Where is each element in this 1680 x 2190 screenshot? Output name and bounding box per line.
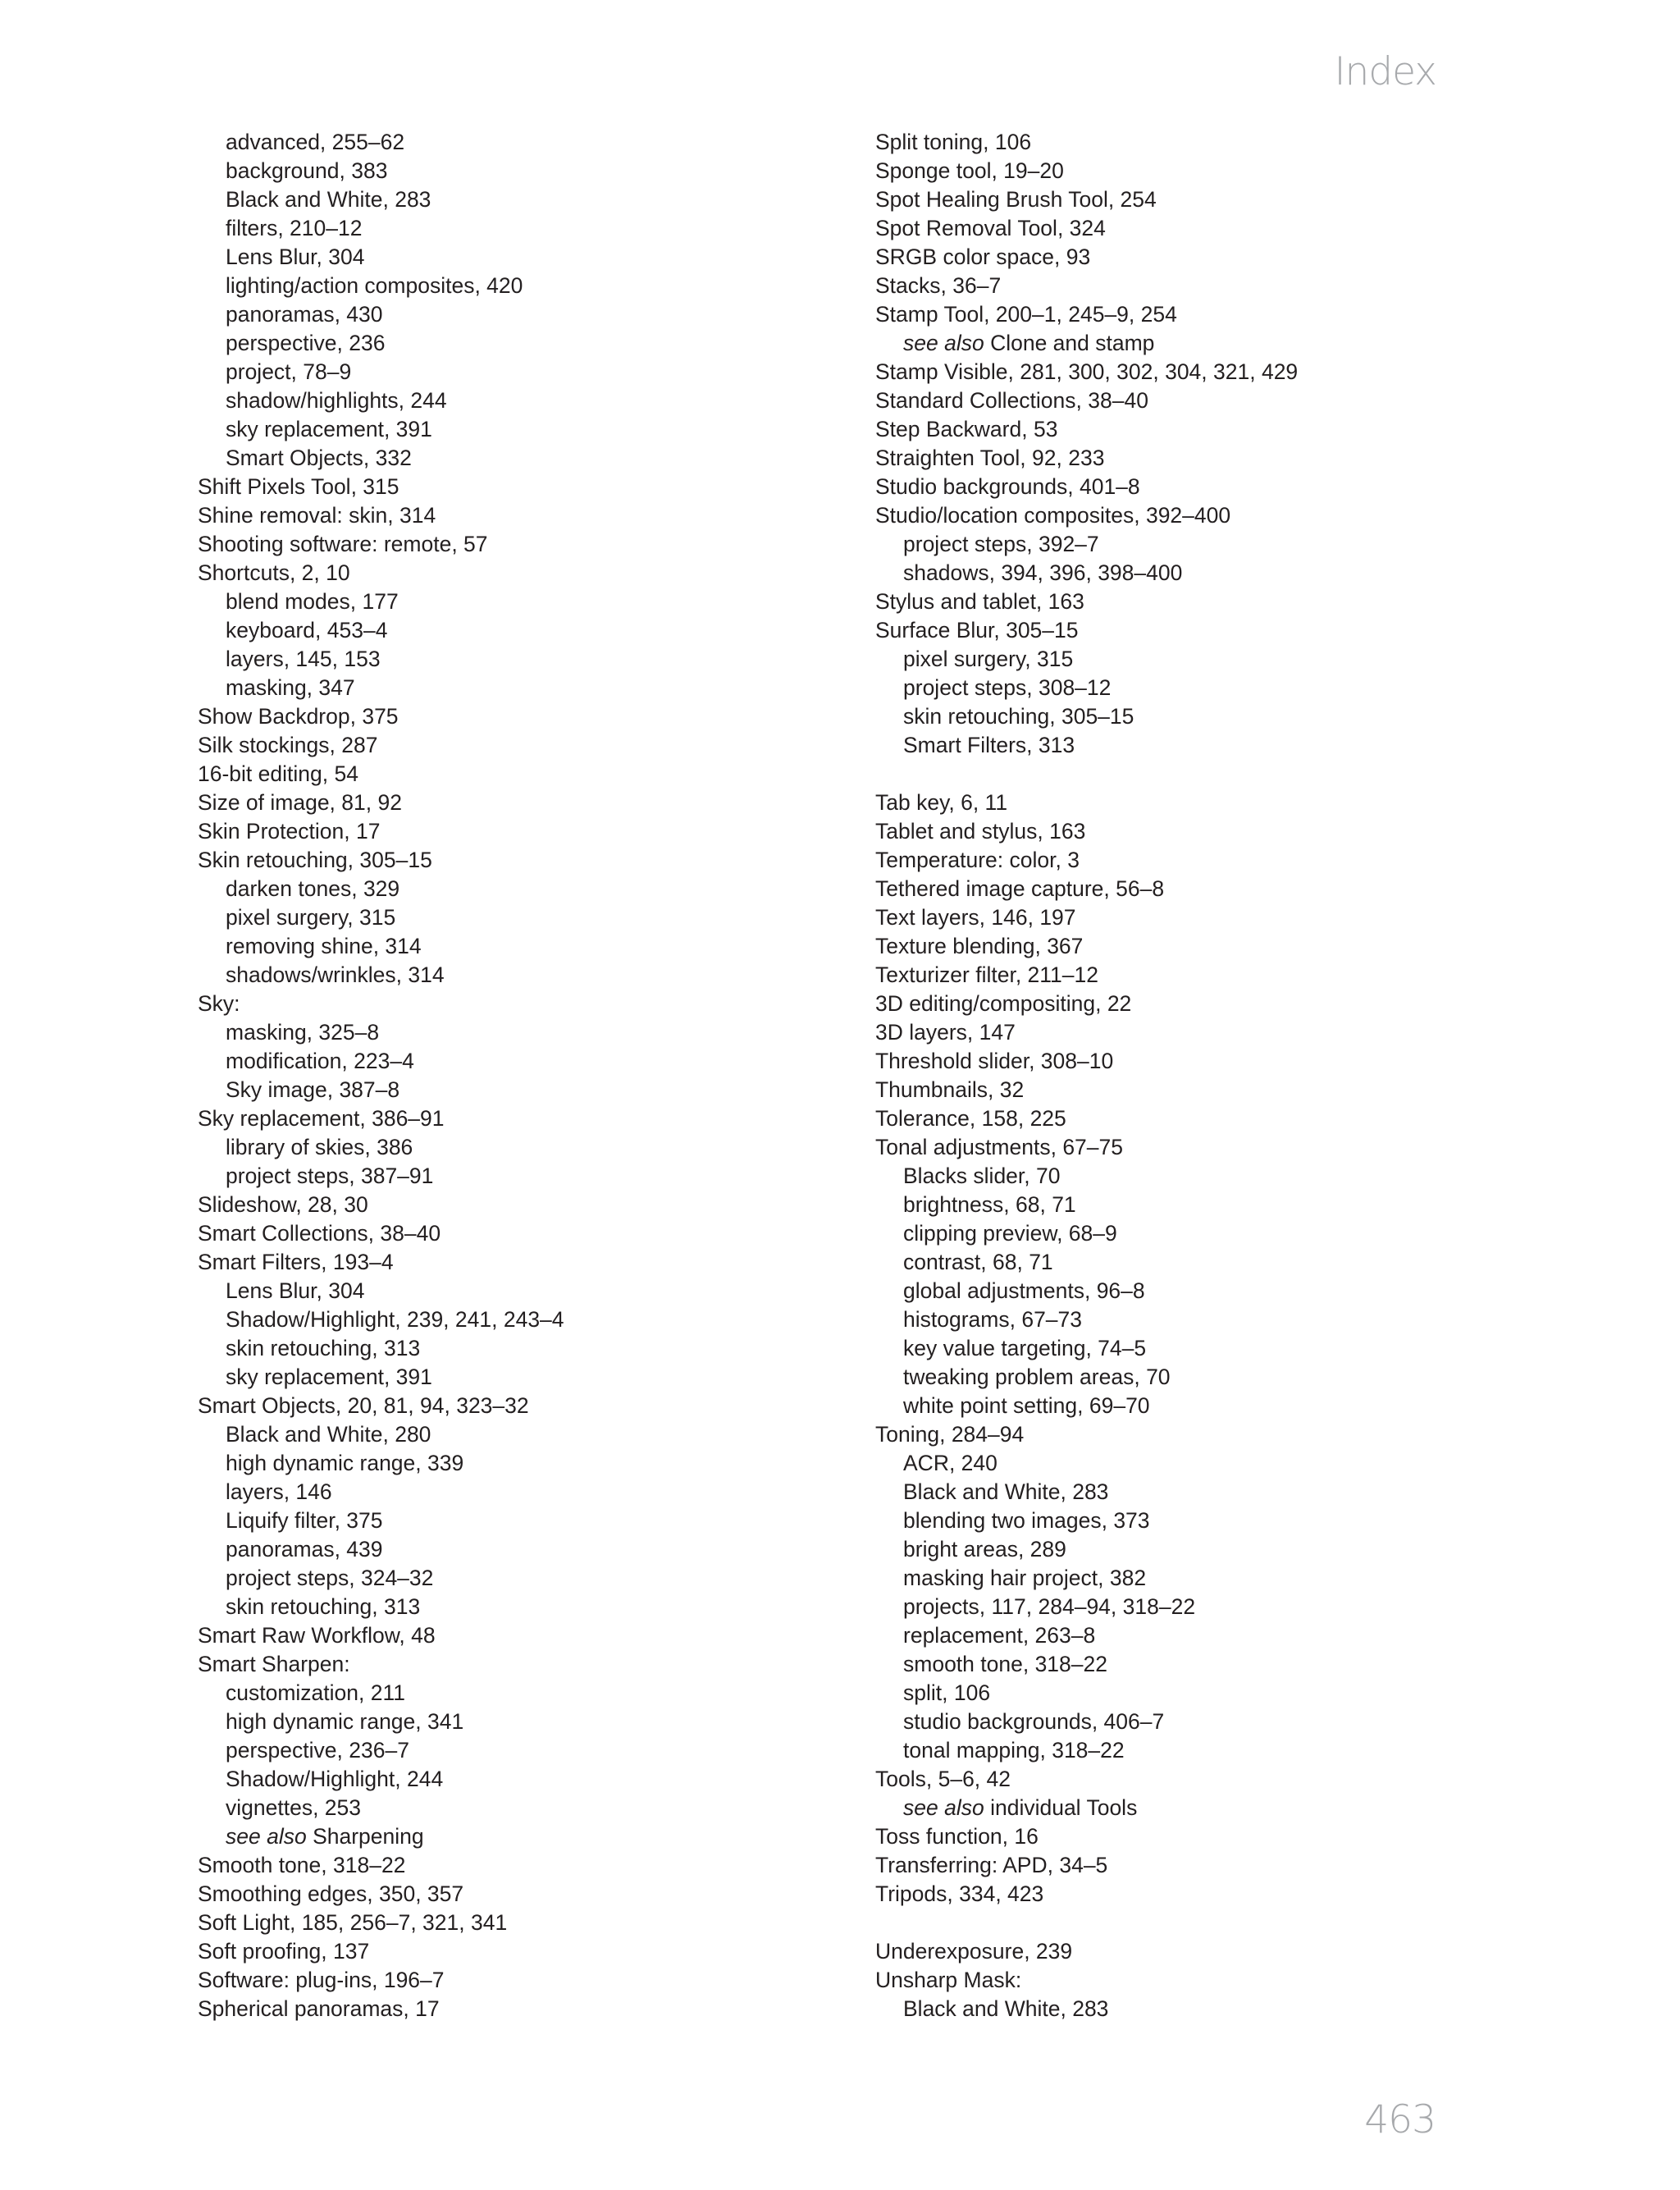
index-subentry	[198, 645, 821, 674]
entry-text: Smart Raw Workflow, 48	[198, 1623, 436, 1648]
entry-text: project steps, 387–91	[226, 1164, 434, 1188]
index-entry	[875, 961, 1499, 990]
entry-text: Stacks, 36–7	[875, 273, 1002, 298]
index-entry	[875, 473, 1499, 501]
index-entry	[875, 990, 1499, 1018]
entry-text: Skin retouching, 305–15	[198, 848, 432, 872]
index-subentry	[875, 1363, 1499, 1392]
entry-text: Tripods, 334, 423	[875, 1881, 1044, 1906]
entry-text: library of skies, 386	[226, 1135, 413, 1159]
index-subentry	[198, 1822, 821, 1851]
index-entry	[875, 243, 1499, 272]
index-subentry	[198, 1765, 821, 1794]
entry-text: Surface Blur, 305–15	[875, 618, 1079, 642]
index-subentry	[198, 444, 821, 473]
index-entry	[198, 1966, 821, 1995]
entry-text: Standard Collections, 38–40	[875, 388, 1148, 413]
index-entry	[198, 1995, 821, 2023]
entry-text: shadow/highlights, 244	[226, 388, 447, 413]
entry-text: Sky replacement, 386–91	[198, 1106, 445, 1131]
entry-text: Smart Objects, 20, 81, 94, 323–32	[198, 1393, 529, 1418]
index-subentry	[875, 530, 1499, 559]
index-entry	[875, 846, 1499, 875]
entry-text: high dynamic range, 341	[226, 1709, 464, 1734]
entry-text: Stamp Tool, 200–1, 245–9, 254	[875, 302, 1177, 327]
index-entry	[875, 1765, 1499, 1794]
entry-text: vignettes, 253	[226, 1795, 362, 1820]
index-entry	[198, 559, 821, 588]
entry-text: Studio/location composites, 392–400	[875, 503, 1231, 528]
index-entry	[198, 1621, 821, 1650]
index-entry	[875, 1937, 1499, 1966]
index-subentry	[198, 1334, 821, 1363]
entry-text: ACR, 240	[903, 1451, 998, 1475]
see-also-label: see also	[903, 331, 984, 355]
index-subentry	[198, 588, 821, 616]
entry-text: Spherical panoramas, 17	[198, 1996, 440, 2021]
entry-text: project steps, 308–12	[903, 675, 1112, 700]
entry-text: skin retouching, 305–15	[903, 704, 1134, 729]
entry-text: Shift Pixels Tool, 315	[198, 474, 399, 499]
index-entry	[875, 616, 1499, 645]
entry-text: projects, 117, 284–94, 318–22	[903, 1594, 1196, 1619]
index-subentry	[875, 1679, 1499, 1708]
entry-text: Spot Healing Brush Tool, 254	[875, 187, 1157, 212]
index-subentry	[875, 1794, 1499, 1822]
entry-text: advanced, 255–62	[226, 130, 405, 154]
entry-text: key value targeting, 74–5	[903, 1336, 1147, 1360]
index-subentry	[198, 616, 821, 645]
entry-text: panoramas, 439	[226, 1537, 383, 1561]
index-entry	[198, 789, 821, 817]
entry-text: shadows/wrinkles, 314	[226, 962, 445, 987]
entry-text: shadows, 394, 396, 398–400	[903, 560, 1183, 585]
index-entry	[875, 501, 1499, 530]
entry-text: Tools, 5–6, 42	[875, 1767, 1011, 1791]
index-entry	[875, 817, 1499, 846]
index-subentry	[875, 1334, 1499, 1363]
entry-text: bright areas, 289	[903, 1537, 1066, 1561]
index-subentry	[198, 1133, 821, 1162]
index-subentry	[198, 300, 821, 329]
index-entry	[875, 128, 1499, 157]
entry-text: blend modes, 177	[226, 589, 399, 614]
entry-text: contrast, 68, 71	[903, 1250, 1053, 1274]
index-subentry	[198, 1478, 821, 1506]
entry-text: background, 383	[226, 158, 388, 183]
index-subentry	[875, 1708, 1499, 1736]
index-entry	[875, 932, 1499, 961]
entry-text: Tablet and stylus, 163	[875, 819, 1086, 844]
entry-text: Sponge tool, 19–20	[875, 158, 1064, 183]
index-subentry	[875, 1248, 1499, 1277]
entry-text: Silk stockings, 287	[198, 733, 378, 757]
entry-text: Texturizer filter, 211–12	[875, 962, 1099, 987]
index-subentry	[875, 1736, 1499, 1765]
entry-text: Clone and stamp	[990, 331, 1155, 355]
index-subentry	[198, 1018, 821, 1047]
entry-text: high dynamic range, 339	[226, 1451, 464, 1475]
index-subentry	[875, 1650, 1499, 1679]
page-number: 463	[1364, 2097, 1436, 2142]
index-entry	[875, 358, 1499, 386]
index-subentry	[875, 702, 1499, 731]
entry-text: Smart Filters, 313	[903, 733, 1075, 757]
index-subentry	[875, 1449, 1499, 1478]
entry-text: project steps, 392–7	[903, 532, 1099, 556]
entry-text: Sky image, 387–8	[226, 1077, 400, 1102]
entry-text: masking hair project, 382	[903, 1566, 1147, 1590]
index-entry	[198, 1909, 821, 1937]
entry-text: perspective, 236–7	[226, 1738, 409, 1763]
entry-text: brightness, 68, 71	[903, 1192, 1076, 1217]
index-entry	[198, 530, 821, 559]
index-subentry	[875, 329, 1499, 358]
index-subentry	[875, 559, 1499, 588]
entry-text: Show Backdrop, 375	[198, 704, 399, 729]
entry-text: project, 78–9	[226, 359, 352, 384]
index-subentry	[198, 1305, 821, 1334]
index-entry	[875, 415, 1499, 444]
index-entry	[875, 1018, 1499, 1047]
index-column-left	[198, 128, 821, 2023]
index-subentry	[198, 185, 821, 214]
entry-text: SRGB color space, 93	[875, 245, 1091, 269]
entry-text: white point setting, 69–70	[903, 1393, 1150, 1418]
index-entry	[198, 760, 821, 789]
entry-text: Shadow/Highlight, 239, 241, 243–4	[226, 1307, 564, 1332]
entry-text: tonal mapping, 318–22	[903, 1738, 1125, 1763]
entry-text: smooth tone, 318–22	[903, 1652, 1107, 1676]
index-subentry	[875, 1564, 1499, 1593]
entry-text: clipping preview, 68–9	[903, 1221, 1117, 1246]
entry-text: skin retouching, 313	[226, 1336, 421, 1360]
index-entry	[198, 990, 821, 1018]
index-subentry	[198, 1277, 821, 1305]
index-subentry	[875, 1305, 1499, 1334]
index-subentry	[875, 1995, 1499, 2023]
index-entry	[875, 1420, 1499, 1449]
index-entry	[875, 875, 1499, 903]
entry-text: Black and White, 280	[226, 1422, 431, 1447]
index-entry	[198, 1880, 821, 1909]
index-subentry	[198, 329, 821, 358]
index-entry	[875, 1104, 1499, 1133]
index-subentry	[875, 645, 1499, 674]
entry-text: blending two images, 373	[903, 1508, 1150, 1533]
index-entry	[875, 588, 1499, 616]
entry-text: Stamp Visible, 281, 300, 302, 304, 321, 429	[875, 359, 1299, 384]
entry-text: Toning, 284–94	[875, 1422, 1025, 1447]
index-entry	[875, 444, 1499, 473]
entry-text: layers, 145, 153	[226, 647, 381, 671]
entry-text: Underexposure, 239	[875, 1939, 1073, 1964]
entry-text: Black and White, 283	[903, 1479, 1109, 1504]
entry-text: 16-bit editing, 54	[198, 761, 358, 786]
index-column-right	[875, 128, 1499, 2023]
index-subentry	[198, 243, 821, 272]
entry-text: global adjustments, 96–8	[903, 1278, 1145, 1303]
entry-text: Stylus and tablet, 163	[875, 589, 1084, 614]
index-subentry	[198, 932, 821, 961]
index-subentry	[198, 157, 821, 185]
index-entry	[875, 157, 1499, 185]
entry-text: Spot Removal Tool, 324	[875, 216, 1106, 240]
entry-text: Liquify filter, 375	[226, 1508, 383, 1533]
entry-text: Soft proofing, 137	[198, 1939, 370, 1964]
index-subentry	[198, 1736, 821, 1765]
index-subentry	[198, 128, 821, 157]
index-subentry	[198, 1420, 821, 1449]
index-subentry	[198, 1449, 821, 1478]
index-entry	[198, 1937, 821, 1966]
entry-text: Black and White, 283	[903, 1996, 1109, 2021]
entry-text: masking, 325–8	[226, 1020, 380, 1045]
entry-text: panoramas, 430	[226, 302, 383, 327]
section-gap	[875, 760, 1499, 789]
entry-text: Blacks slider, 70	[903, 1164, 1061, 1188]
entry-text: Tolerance, 158, 225	[875, 1106, 1066, 1131]
entry-text: individual Tools	[990, 1795, 1138, 1820]
entry-text: Tethered image capture, 56–8	[875, 876, 1165, 901]
see-also-label: see also	[226, 1824, 307, 1849]
index-subentry	[198, 1076, 821, 1104]
index-subentry	[875, 1277, 1499, 1305]
index-entry	[875, 1133, 1499, 1162]
index-subentry	[875, 1506, 1499, 1535]
entry-text: layers, 146	[226, 1479, 332, 1504]
entry-text: Tonal adjustments, 67–75	[875, 1135, 1124, 1159]
entry-text: Sharpening	[313, 1824, 424, 1849]
entry-text: Step Backward, 53	[875, 417, 1058, 441]
running-header: Index	[1334, 49, 1436, 94]
entry-text: replacement, 263–8	[903, 1623, 1096, 1648]
section-gap	[875, 1909, 1499, 1937]
index-subentry	[198, 903, 821, 932]
index-entry	[198, 731, 821, 760]
index-subentry	[198, 1535, 821, 1564]
entry-text: Smooth tone, 318–22	[198, 1853, 406, 1877]
entry-text: Smart Sharpen:	[198, 1652, 350, 1676]
index-subentry	[875, 1535, 1499, 1564]
index-subentry	[198, 674, 821, 702]
index-entry	[198, 1219, 821, 1248]
index-entry	[875, 185, 1499, 214]
index-entry	[875, 1880, 1499, 1909]
see-also-label: see also	[903, 1795, 984, 1820]
index-subentry	[198, 1363, 821, 1392]
entry-text: Smart Filters, 193–4	[198, 1250, 394, 1274]
entry-text: split, 106	[903, 1680, 991, 1705]
index-subentry	[875, 1478, 1499, 1506]
entry-text: Shine removal: skin, 314	[198, 503, 436, 528]
entry-text: Threshold slider, 308–10	[875, 1049, 1114, 1073]
index-entry	[198, 1851, 821, 1880]
entry-text: Toss function, 16	[875, 1824, 1039, 1849]
index-entry	[875, 1851, 1499, 1880]
entry-text: pixel surgery, 315	[226, 905, 396, 930]
index-subentry	[198, 1047, 821, 1076]
index-subentry	[875, 1593, 1499, 1621]
index-entry	[875, 214, 1499, 243]
entry-text: Shortcuts, 2, 10	[198, 560, 350, 585]
index-entry	[875, 272, 1499, 300]
entry-text: removing shine, 314	[226, 934, 422, 958]
index-entry	[198, 817, 821, 846]
entry-text: Unsharp Mask:	[875, 1968, 1022, 1992]
index-entry	[198, 501, 821, 530]
entry-text: Studio backgrounds, 401–8	[875, 474, 1140, 499]
entry-text: Shadow/Highlight, 244	[226, 1767, 444, 1791]
entry-text: filters, 210–12	[226, 216, 363, 240]
index-entry	[198, 1104, 821, 1133]
entry-text: tweaking problem areas, 70	[903, 1365, 1171, 1389]
index-entry	[875, 1047, 1499, 1076]
entry-text: customization, 211	[226, 1680, 405, 1705]
entry-text: Text layers, 146, 197	[875, 905, 1076, 930]
entry-text: project steps, 324–32	[226, 1566, 434, 1590]
entry-text: pixel surgery, 315	[903, 647, 1074, 671]
index-subentry	[875, 1219, 1499, 1248]
entry-text: Smart Collections, 38–40	[198, 1221, 441, 1246]
entry-text: sky replacement, 391	[226, 1365, 432, 1389]
entry-text: Software: plug-ins, 196–7	[198, 1968, 445, 1992]
index-subentry	[198, 386, 821, 415]
entry-text: histograms, 67–73	[903, 1307, 1083, 1332]
index-subentry	[875, 1392, 1499, 1420]
index-subentry	[198, 961, 821, 990]
index-entry	[875, 1822, 1499, 1851]
index-subentry	[198, 1794, 821, 1822]
entry-text: Straighten Tool, 92, 233	[875, 446, 1105, 470]
entry-text: darken tones, 329	[226, 876, 400, 901]
index-entry	[198, 473, 821, 501]
entry-text: Slideshow, 28, 30	[198, 1192, 368, 1217]
entry-text: perspective, 236	[226, 331, 386, 355]
entry-text: Smart Objects, 332	[226, 446, 412, 470]
index-subentry	[875, 1191, 1499, 1219]
index-subentry	[198, 875, 821, 903]
index-subentry	[198, 1708, 821, 1736]
index-entry	[875, 789, 1499, 817]
index-entry	[875, 1966, 1499, 1995]
index-subentry	[198, 1564, 821, 1593]
entry-text: Split toning, 106	[875, 130, 1032, 154]
index-entry	[198, 1248, 821, 1277]
index-entry	[875, 903, 1499, 932]
entry-text: modification, 223–4	[226, 1049, 414, 1073]
index-entry	[875, 1076, 1499, 1104]
entry-text: Lens Blur, 304	[226, 245, 365, 269]
entry-text: Tab key, 6, 11	[875, 790, 1008, 815]
index-entry	[198, 1191, 821, 1219]
entry-text: Texture blending, 367	[875, 934, 1084, 958]
entry-text: Sky:	[198, 991, 240, 1016]
entry-text: studio backgrounds, 406–7	[903, 1709, 1165, 1734]
index-subentry	[875, 674, 1499, 702]
entry-text: Skin Protection, 17	[198, 819, 381, 844]
index-entry	[875, 300, 1499, 329]
index-entry	[198, 1650, 821, 1679]
index-subentry	[198, 1593, 821, 1621]
index-subentry	[198, 415, 821, 444]
index-entry	[875, 386, 1499, 415]
entry-text: keyboard, 453–4	[226, 618, 388, 642]
index-subentry	[198, 1679, 821, 1708]
index-subentry	[875, 731, 1499, 760]
index-subentry	[198, 1506, 821, 1535]
entry-text: Smoothing edges, 350, 357	[198, 1881, 464, 1906]
entry-text: Shooting software: remote, 57	[198, 532, 488, 556]
entry-text: sky replacement, 391	[226, 417, 432, 441]
entry-text: 3D editing/compositing, 22	[875, 991, 1132, 1016]
index-subentry	[198, 358, 821, 386]
entry-text: lighting/action composites, 420	[226, 273, 523, 298]
entry-text: skin retouching, 313	[226, 1594, 421, 1619]
entry-text: Black and White, 283	[226, 187, 431, 212]
index-subentry	[875, 1162, 1499, 1191]
entry-text: Transferring: APD, 34–5	[875, 1853, 1108, 1877]
entry-text: 3D layers, 147	[875, 1020, 1016, 1045]
index-subentry	[198, 272, 821, 300]
entry-text: Soft Light, 185, 256–7, 321, 341	[198, 1910, 508, 1935]
entry-text: Temperature: color, 3	[875, 848, 1080, 872]
entry-text: Lens Blur, 304	[226, 1278, 365, 1303]
entry-text: Size of image, 81, 92	[198, 790, 402, 815]
entry-text: masking, 347	[226, 675, 355, 700]
index-subentry	[198, 1162, 821, 1191]
index-subentry	[875, 1621, 1499, 1650]
index-subentry	[198, 214, 821, 243]
entry-text: Thumbnails, 32	[875, 1077, 1025, 1102]
index-entry	[198, 1392, 821, 1420]
index-entry	[198, 846, 821, 875]
index-entry	[198, 702, 821, 731]
